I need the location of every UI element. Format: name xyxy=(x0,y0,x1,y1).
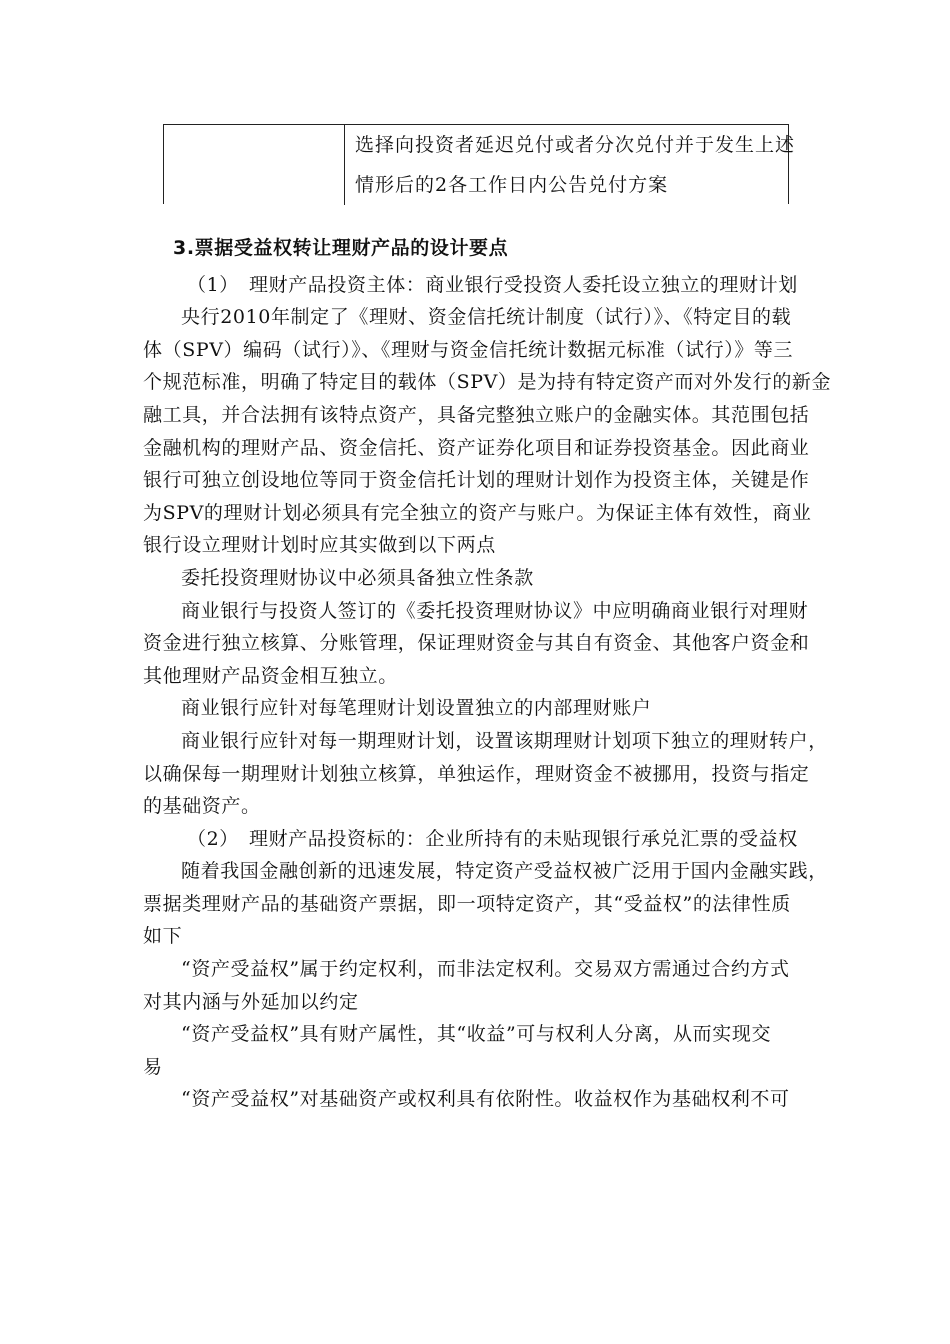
paragraph-line: 银行设立理财计划时应其实做到以下两点 xyxy=(143,534,496,557)
paragraph-line: 银行可独立创设地位等同于资金信托计划的理财计划作为投资主体，关键是作 xyxy=(143,469,810,492)
paragraph-line: 商业银行与投资人签订的《委托投资理财协议》中应明确商业银行对理财 xyxy=(181,599,809,622)
paragraph-line: 票据类理财产品的基础资产票据，即一项特定资产，其“受益权”的法律性质 xyxy=(143,892,791,915)
paragraph-line: 商业银行应针对每一期理财计划，设置该期理财计划项下独立的理财转户， xyxy=(181,729,828,752)
section-heading: 3.票据受益权转让理财产品的设计要点 xyxy=(173,237,509,259)
table-cell-line: 选择向投资者延迟兑付或者分次兑付并于发生上述 xyxy=(355,134,796,156)
table-fragment xyxy=(163,124,796,204)
paragraph-line: 委托投资理财协议中必须具备独立性条款 xyxy=(181,566,534,589)
paragraph-line: 对其内涵与外延加以约定 xyxy=(143,990,359,1013)
paragraph-line: 个规范标准，明确了特定目的载体（SPV）是为持有特定资产而对外发行的新金 xyxy=(143,371,832,394)
paragraph-line: 以确保每一期理财计划独立核算，单独运作，理财资金不被挪用，投资与指定 xyxy=(143,762,810,785)
table-cell-right xyxy=(355,125,796,205)
paragraph-line: 随着我国金融创新的迅速发展，特定资产受益权被广泛用于国内金融实践， xyxy=(181,860,828,883)
paragraph-line: 央行2010年制定了《理财、资金信托统计制度（试行）》、《特定目的载 xyxy=(181,306,792,329)
paragraph-line: 为SPV的理财计划必须具有完全独立的资产与账户。为保证主体有效性，商业 xyxy=(143,501,812,524)
paragraph-line: “资产受益权”具有财产属性，其“收益”可与权利人分离，从而实现交 xyxy=(181,1023,772,1046)
paragraph-line: “资产受益权”对基础资产或权利具有依附性。收益权作为基础权利不可 xyxy=(181,1088,790,1111)
paragraph-line: 体（SPV）编码（试行）》、《理财与资金信托统计数据元标准（试行）》等三 xyxy=(143,338,794,361)
paragraph-line: 易 xyxy=(143,1055,163,1078)
subheading-1: （1） 理财产品投资主体：商业银行受投资人委托设立独立的理财计划 xyxy=(187,273,798,296)
paragraph-line: 金融机构的理财产品、资金信托、资产证券化项目和证券投资基金。因此商业 xyxy=(143,436,810,459)
paragraph-line: 如下 xyxy=(143,925,183,948)
subheading-2: （2） 理财产品投资标的：企业所持有的未贴现银行承兑汇票的受益权 xyxy=(187,827,798,850)
paragraph-line: 资金进行独立核算、分账管理，保证理财资金与其自有资金、其他客户资金和 xyxy=(143,632,810,655)
table-cell-line: 情形后的2各工作日内公告兑付方案 xyxy=(355,174,669,196)
paragraph-line: 融工具，并合法拥有该特点资产，具备完整独立账户的金融实体。其范围包括 xyxy=(143,403,810,426)
section-body xyxy=(143,232,832,1116)
paragraph-line: 其他理财产品资金相互独立。 xyxy=(143,664,398,687)
paragraph-line: 的基础资产。 xyxy=(143,795,261,818)
paragraph-line: 商业银行应针对每笔理财计划设置独立的内部理财账户 xyxy=(181,697,652,720)
table-column-divider xyxy=(344,125,345,205)
paragraph-line: “资产受益权”属于约定权利，而非法定权利。交易双方需通过合约方式 xyxy=(181,958,790,981)
